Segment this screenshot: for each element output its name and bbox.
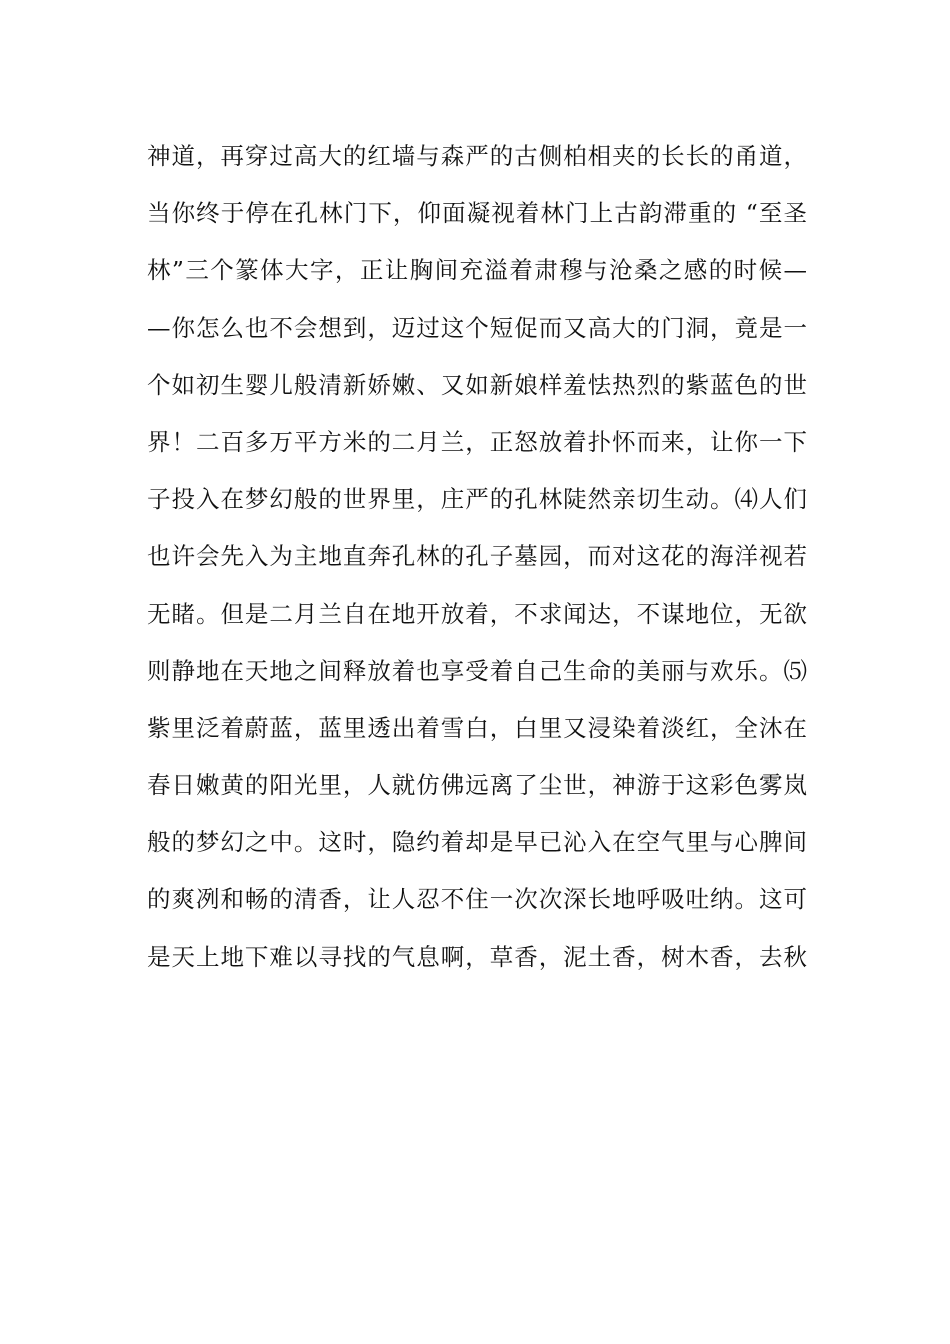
text-line: 则静地在天地之间释放着也享受着自己生命的美丽与欢乐。⑸ <box>147 656 807 685</box>
text-line: 界！二百多万平方米的二月兰，正怒放着扑怀而来，让你一下 <box>147 427 807 456</box>
text-line: 子投入在梦幻般的世界里，庄严的孔林陡然亲切生动。⑷人们 <box>147 485 807 514</box>
text-line: 当你终于停在孔林门下，仰面凝视着林门上古韵滞重的 “至圣 <box>147 199 807 228</box>
text-line: 无睹。但是二月兰自在地开放着，不求闻达，不谋地位，无欲 <box>147 599 807 628</box>
text-line: —你怎么也不会想到，迈过这个短促而又高大的门洞，竟是一 <box>147 313 807 342</box>
text-line: 紫里泛着蔚蓝，蓝里透出着雪白，白里又浸染着淡红，全沐在 <box>147 713 807 742</box>
text-line: 般的梦幻之中。这时，隐约着却是早已沁入在空气里与心脾间 <box>147 828 807 857</box>
text-line: 春日嫩黄的阳光里，人就仿佛远离了尘世，神游于这彩色雾岚 <box>147 771 807 800</box>
text-line: 是天上地下难以寻找的气息啊，草香，泥土香，树木香，去秋 <box>147 942 807 971</box>
text-line: 的爽冽和畅的清香，让人忍不住一次次深长地呼吸吐纳。这可 <box>147 885 807 914</box>
text-line: 林”三个篆体大字，正让胸间充溢着肃穆与沧桑之感的时候— <box>147 256 807 285</box>
text-line: 神道，再穿过高大的红墙与森严的古侧柏相夹的长长的甬道， <box>147 142 807 170</box>
body-text <box>147 128 807 986</box>
text-line: 也许会先入为主地直奔孔林的孔子墓园，而对这花的海洋视若 <box>147 542 807 571</box>
text-line: 个如初生婴儿般清新娇嫩、又如新娘样羞怯热烈的紫蓝色的世 <box>147 370 807 399</box>
